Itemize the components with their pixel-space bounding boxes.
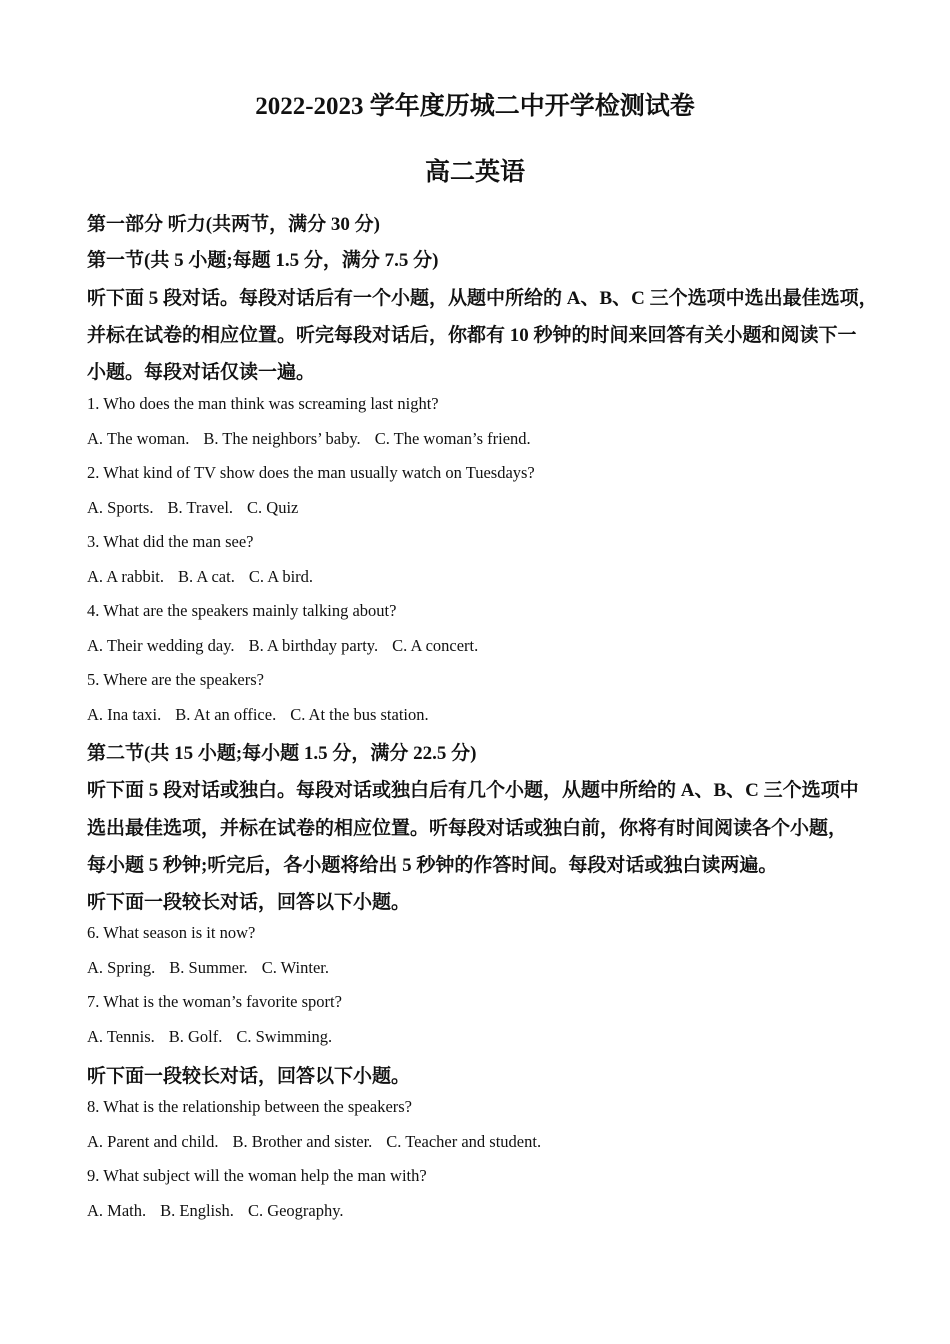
- question-text: 9. What subject will the woman help the man with?: [87, 1166, 427, 1185]
- option-b: B. Travel.: [167, 498, 234, 517]
- option-c: C. The woman’s friend.: [374, 429, 531, 448]
- group-heading: 听下面一段较长对话，回答以下小题。: [87, 892, 411, 913]
- exam-title: 2022-2023 学年度历城二中开学检测试卷: [255, 93, 695, 120]
- option-a: A. A rabbit.: [87, 567, 164, 586]
- option-b: B. Golf.: [168, 1027, 223, 1046]
- section2-instruction-line: 每小题 5 秒钟;听完后，各小题将给出 5 秒钟的作答时间。每段对话或独白读两遍。: [87, 855, 778, 876]
- question-options: [87, 429, 887, 449]
- option-b: B. At an office.: [175, 705, 277, 724]
- section2-instruction-line: 听下面 5 段对话或独白。每段对话或独白后有几个小题，从题中所给的 A、B、C 三个选项中: [87, 780, 859, 801]
- option-a: A. Spring.: [87, 958, 156, 977]
- section1-instruction-line: 小题。每段对话仅读一遍。: [87, 362, 316, 383]
- question-options: [87, 1027, 887, 1047]
- section1-instruction-line: 并标在试卷的相应位置。听完每段对话后，你都有 10 秒钟的时间来回答有关小题和阅读下一: [87, 325, 857, 346]
- question-options: [87, 705, 887, 725]
- section2-heading: 第二节(共 15 小题;每小题 1.5 分，满分 22.5 分): [87, 743, 477, 764]
- question-options: [87, 567, 887, 587]
- section1-heading: 第一节(共 5 小题;每题 1.5 分，满分 7.5 分): [87, 250, 439, 271]
- question-text: 5. Where are the speakers?: [87, 670, 264, 689]
- question-text: 6. What season is it now?: [87, 923, 256, 942]
- option-c: C. Teacher and student.: [386, 1132, 542, 1151]
- option-c: C. Winter.: [261, 958, 330, 977]
- question-options: [87, 958, 887, 978]
- question-options: [87, 498, 887, 518]
- option-b: B. A birthday party.: [248, 636, 379, 655]
- option-a: A. Their wedding day.: [87, 636, 235, 655]
- section2-instruction-line: 选出最佳选项，并标在试卷的相应位置。听每段对话或独白前，你将有时间阅读各个小题，: [87, 818, 848, 839]
- option-c: C. A bird.: [248, 567, 314, 586]
- option-c: C. Swimming.: [236, 1027, 333, 1046]
- option-c: C. Quiz: [247, 498, 299, 517]
- option-b: B. The neighbors’ baby.: [203, 429, 361, 448]
- question-text: 3. What did the man see?: [87, 532, 254, 551]
- option-c: C. At the bus station.: [290, 705, 429, 724]
- question-text: 8. What is the relationship between the speakers?: [87, 1097, 413, 1116]
- option-a: A. Math.: [87, 1201, 147, 1220]
- option-a: A. The woman.: [87, 429, 190, 448]
- option-a: A. Tennis.: [87, 1027, 155, 1046]
- option-a: A. Parent and child.: [87, 1132, 219, 1151]
- question-text: 4. What are the speakers mainly talking about?: [87, 601, 397, 620]
- question-options: [87, 1201, 887, 1221]
- section1-instruction-line: 听下面 5 段对话。每段对话后有一个小题，从题中所给的 A、B、C 三个选项中选出最佳选项，: [87, 288, 878, 309]
- question-text: 7. What is the woman’s favorite sport?: [87, 992, 342, 1011]
- question-text: 1. Who does the man think was screaming last night?: [87, 394, 439, 413]
- option-a: A. Ina taxi.: [87, 705, 162, 724]
- question-options: [87, 636, 887, 656]
- option-b: B. English.: [160, 1201, 234, 1220]
- option-b: B. Summer.: [169, 958, 248, 977]
- option-b: B. Brother and sister.: [232, 1132, 373, 1151]
- option-c: C. A concert.: [392, 636, 479, 655]
- question-options: [87, 1132, 887, 1152]
- part1-heading: 第一部分 听力(共两节，满分 30 分): [87, 214, 380, 235]
- option-c: C. Geography.: [247, 1201, 344, 1220]
- exam-subtitle: 高二英语: [424, 159, 525, 186]
- option-b: B. A cat.: [178, 567, 235, 586]
- option-a: A. Sports.: [87, 498, 154, 517]
- question-text: 2. What kind of TV show does the man usually watch on Tuesdays?: [87, 463, 535, 482]
- group-heading: 听下面一段较长对话，回答以下小题。: [87, 1066, 411, 1087]
